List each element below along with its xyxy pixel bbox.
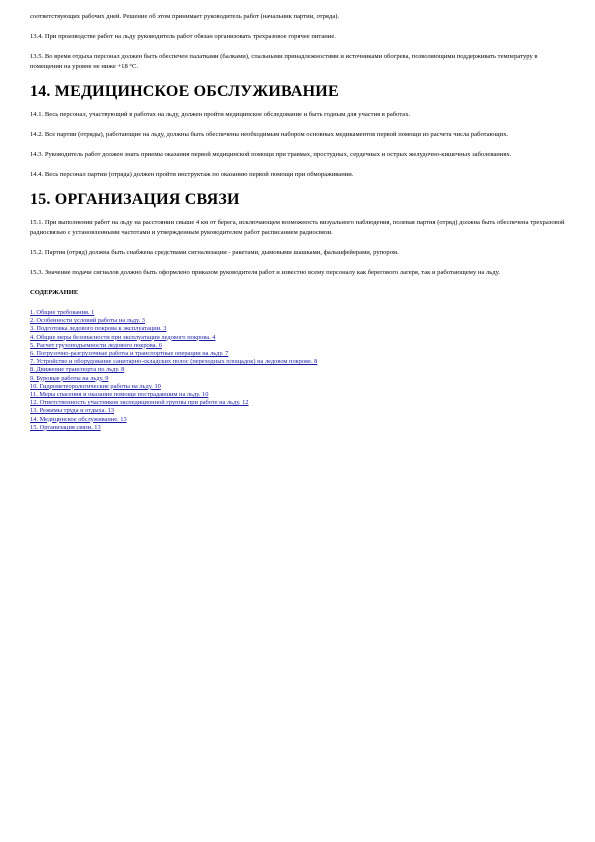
paragraph-14-1: 14.1. Весь персонал, участвующий в работах на льду, должен пройти медицинское обследование и быть годным для участия в работах. [30,111,411,118]
toc-item [30,424,570,432]
toc-item [30,383,570,391]
toc-item [30,416,570,424]
toc-link-14[interactable]: 14. Медицинское обслуживание. 13 [30,415,127,423]
toc-link-9[interactable]: 9. Буровые работы на льду. 9 [30,374,109,382]
paragraph-13-4: 13.4. При производстве работ на льду руководитель работ обязан организовать трехразовое горячее питание. [30,33,336,40]
toc-item [30,325,570,333]
paragraph-14-3: 14.3. Руководитель работ должен знать приемы оказания первой медицинской помощи при травмах, простудных, сердечных и острых желудочно-кишечных заболеваниях. [30,151,512,158]
toc-item [30,375,570,383]
table-of-contents [30,309,570,432]
toc-link-10[interactable]: 10. Гидрометеорологические работы на льду. 10 [30,382,161,390]
toc-item [30,334,570,342]
toc-item [30,366,570,374]
toc-link-6[interactable]: 6. Погрузочно-разгрузочные работы и транспортные операции на льду. 7 [30,350,229,358]
paragraph-15-2: 15.2. Партия (отряд) должна быть снабжена средствами сигнализации - ракетами, дымовыми шашками, фальшфейерами, рупором. [30,249,399,256]
toc-link-1[interactable]: 1. Общие требования. 1 [30,309,95,316]
paragraph-13-5: 13.5. Во время отдыха персонал должен быть обеспечен палатками (балками), спальными принадлежностями и источниками обогрева, позволяющими поддерживать температуру в помещении на уровне не ниже +18 °С. [30,53,538,70]
toc-link-7[interactable]: 7. Устройство и оборудование санитарно-складских полос (переходных площадок) на ледовом покрове. 8 [30,358,318,366]
toc-link-15[interactable]: 15. Организация связи. 13 [30,423,101,431]
toc-item [30,342,570,350]
toc-link-2[interactable]: 2. Особенности условий работы на льду. 3 [30,317,145,325]
toc-item [30,358,570,366]
toc-link-5[interactable]: 5. Расчет грузоподъемности ледового покрова. 6 [30,341,162,349]
toc-link-12[interactable]: 12. Ответственность участников экспедиционной группы при работе на льду. 12 [30,399,249,407]
toc-link-13[interactable]: 13. Режимы труда и отдыха. 13 [30,407,115,415]
section-14-heading: 14. МЕДИЦИНСКОЕ ОБСЛУЖИВАНИЕ [30,83,339,100]
toc-link-8[interactable]: 8. Движение транспорта по льду. 8 [30,366,125,374]
toc-link-4[interactable]: 4. Общие меры безопасности при эксплуатации ледового покрова. 4 [30,333,216,341]
toc-link-11[interactable]: 11. Меры спасения и оказание помощи пострадавшим на льду. 10 [30,391,209,399]
toc-item [30,350,570,358]
toc-link-3[interactable]: 3. Подготовка ледового покрова к эксплуатации. 3 [30,325,167,333]
toc-item [30,317,570,325]
toc-title: СОДЕРЖАНИЕ [30,289,79,296]
toc-item [30,309,570,317]
section-15-heading: 15. ОРГАНИЗАЦИЯ СВЯЗИ [30,191,240,208]
paragraph-14-2: 14.2. Все партии (отряды), работающие на льду, должны быть обеспечены необходимым набором основных медикаментов первой помощи из расчета числа работающих. [30,131,509,138]
document-page [30,12,570,432]
toc-item [30,391,570,399]
paragraph-14-4: 14.4. Весь персонал партии (отряда) должен пройти инструктаж по оказанию первой помощи при обмораживании. [30,171,354,178]
paragraph-15-1: 15.1. При выполнении работ на льду на расстоянии свыше 4 км от берега, исключающем возможность визуального наблюдения, полевая партия (отряд) должна быть обеспечена трехразовой радиосвязью с установленными частотами и утвержденным руководителем работ расписанием радиосвязи. [30,219,565,236]
toc-item [30,399,570,407]
toc-item [30,407,570,415]
paragraph-continuation: соответствующих рабочих дней. Решение об этом принимает руководитель работ (начальник партии, отряда). [30,13,340,20]
paragraph-15-3: 15.3. Значение подачи сигналов должно быть оформлено приказом руководителя работ и известно всему персоналу как берегового лагеря, так и работающему на льду. [30,269,500,276]
